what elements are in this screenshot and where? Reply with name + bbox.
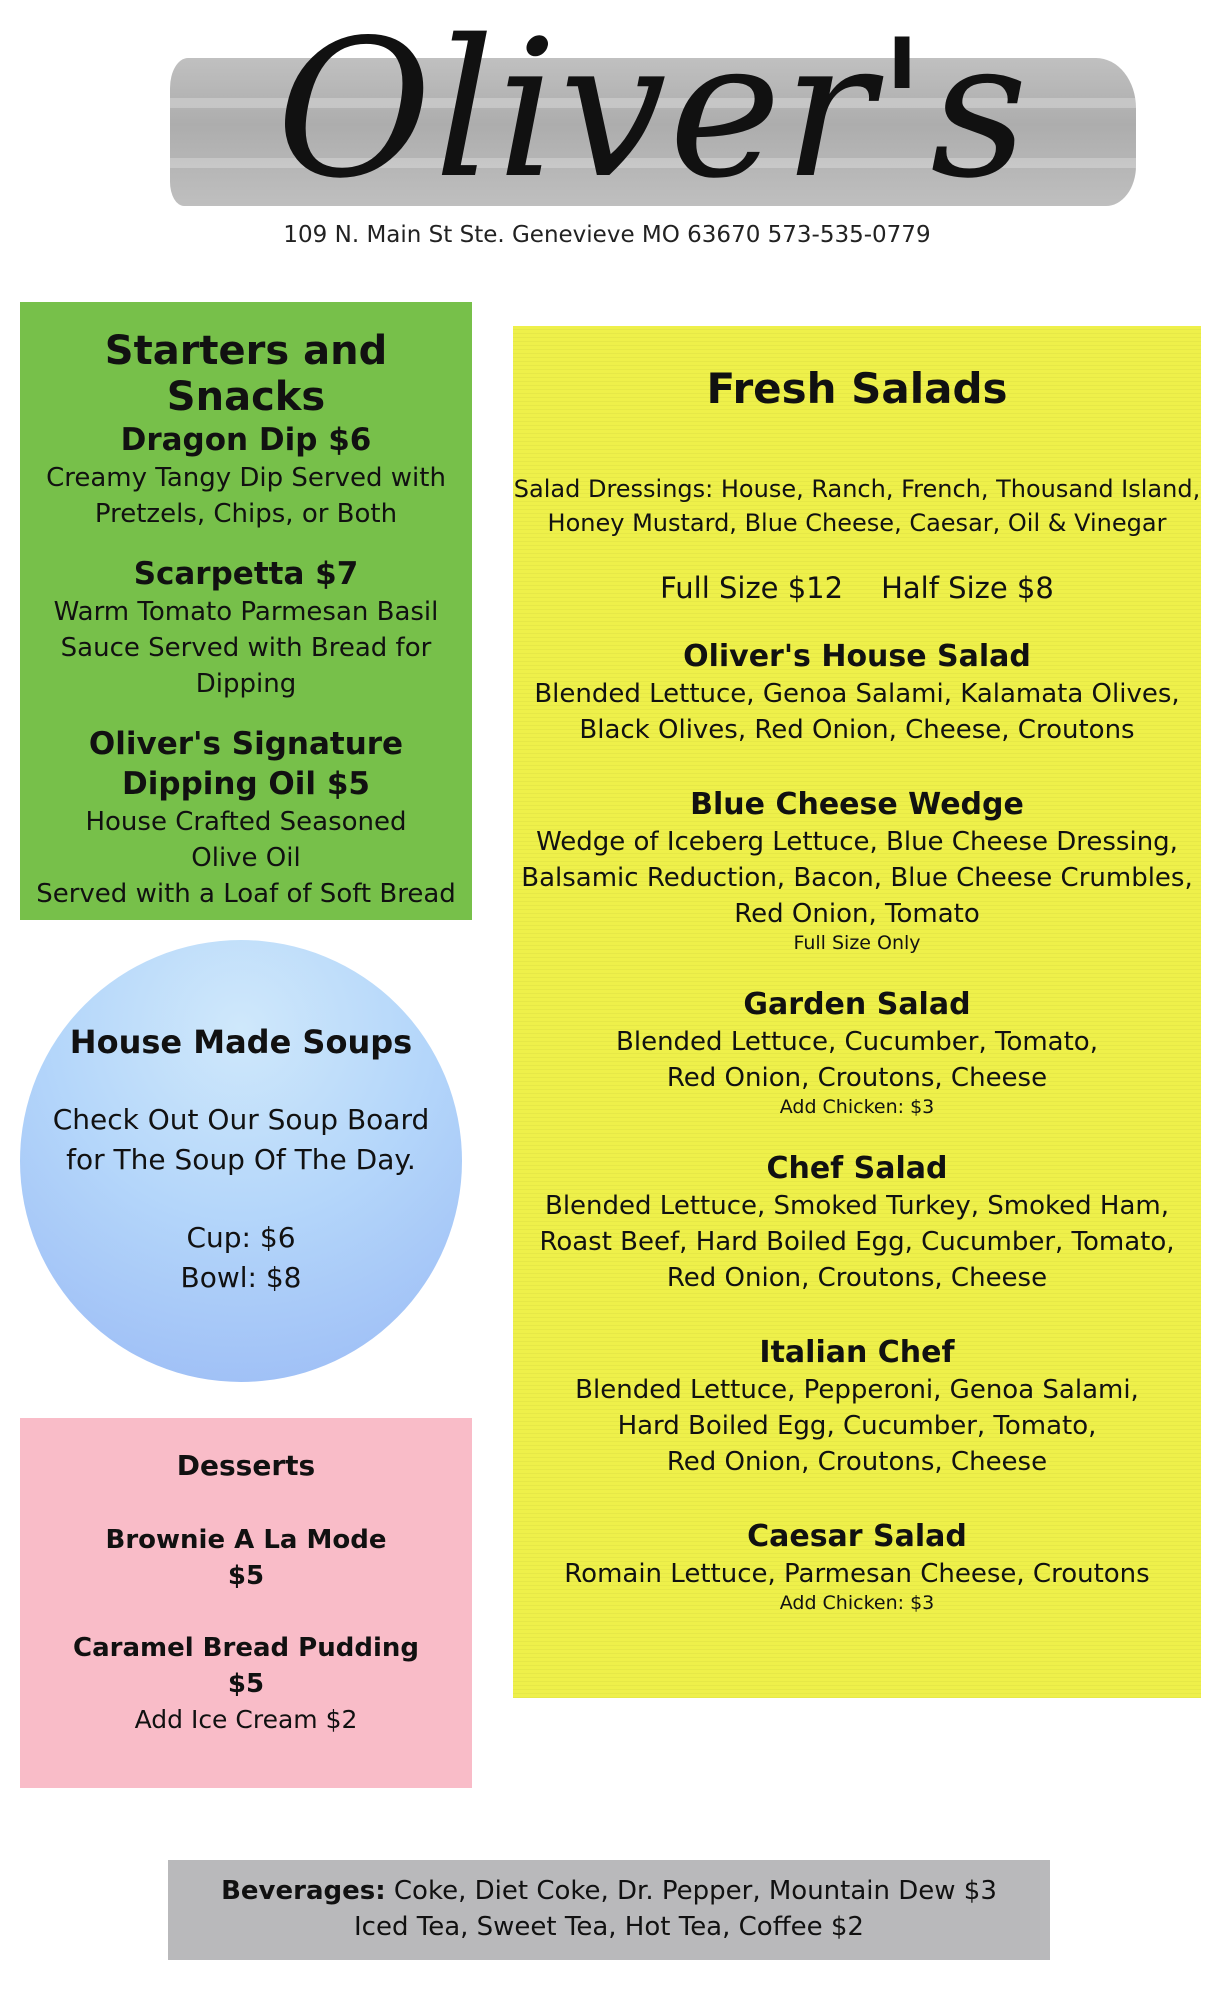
section-title: House Made Soups [69, 1023, 413, 1061]
soup-cup-price: Cup: $6 [186, 1221, 296, 1254]
desserts-section [20, 1418, 472, 1788]
menu-item-name: Italian Chef [759, 1335, 955, 1370]
section-title: Desserts [176, 1449, 316, 1482]
menu-item-desc: Balsamic Reduction, Bacon, Blue Cheese Crumbles, [521, 863, 1193, 893]
menu-item-desc: Blended Lettuce, Smoked Turkey, Smoked Ham, [545, 1191, 1169, 1221]
menu-item-name: Caramel Bread Pudding [73, 1633, 419, 1663]
menu-item-desc: Creamy Tangy Dip Served with [46, 463, 446, 493]
menu-item-desc: Wedge of Iceberg Lettuce, Blue Cheese Dressing, [536, 827, 1178, 857]
soup-bowl-price: Bowl: $8 [180, 1261, 302, 1294]
menu-item-desc: Served with a Loaf of Soft Bread [36, 879, 456, 909]
starters-section [20, 302, 472, 920]
menu-item-desc: Blended Lettuce, Genoa Salami, Kalamata Olives, [534, 679, 1180, 709]
menu-item-desc: Roast Beef, Hard Boiled Egg, Cucumber, Tomato, [539, 1227, 1175, 1257]
beverages-line-1 [168, 1873, 1050, 1909]
menu-item-note: Add Ice Cream $2 [134, 1705, 358, 1734]
menu-item-desc: Red Onion, Croutons, Cheese [666, 1063, 1048, 1093]
menu-item-name: Garden Salad [743, 987, 971, 1022]
menu-item-desc: House Crafted Seasoned [85, 807, 407, 837]
menu-item-name: Scarpetta $7 [133, 556, 359, 592]
menu-item-desc: Blended Lettuce, Pepperoni, Genoa Salami, [575, 1375, 1139, 1405]
menu-item-desc: Romain Lettuce, Parmesan Cheese, Croutons [564, 1559, 1150, 1589]
menu-item-desc: Pretzels, Chips, or Both [94, 499, 398, 529]
menu-item-desc: Black Olives, Red Onion, Cheese, Croutons [579, 715, 1135, 745]
salad-sizes [513, 568, 1201, 608]
menu-item-name: Dipping Oil $5 [122, 766, 370, 802]
salad-dressings: Honey Mustard, Blue Cheese, Caesar, Oil & Vinegar [547, 509, 1167, 537]
restaurant-address: 109 N. Main St Ste. Genevieve MO 63670 573-535-0779 [283, 222, 931, 248]
menu-item-note: Add Chicken: $3 [779, 1096, 935, 1118]
menu-item-desc: Dipping [195, 669, 297, 699]
menu-item-name: Oliver's House Salad [683, 639, 1031, 674]
menu-item-name: Dragon Dip $6 [120, 422, 372, 458]
menu-item-desc: for The Soup Of The Day. [66, 1143, 416, 1176]
beverages-label: Beverages: [221, 1876, 386, 1906]
soups-section [20, 940, 462, 1382]
section-title: Fresh Salads [706, 364, 1008, 413]
menu-item-desc: Blended Lettuce, Cucumber, Tomato, [616, 1027, 1098, 1057]
menu-item-name: Chef Salad [766, 1151, 948, 1186]
menu-item-desc: Red Onion, Tomato [734, 899, 980, 929]
menu-item-name: Brownie A La Mode [105, 1525, 387, 1555]
menu-item-price: $5 [227, 1561, 265, 1591]
section-title: Starters and Snacks [104, 328, 388, 420]
menu-item-note: Full Size Only [793, 932, 921, 954]
beverages-line-2: Iced Tea, Sweet Tea, Hot Tea, Coffee $2 [354, 1912, 864, 1942]
menu-item-desc: Red Onion, Croutons, Cheese [666, 1263, 1048, 1293]
menu-item-desc: Check Out Our Soup Board [52, 1103, 430, 1136]
menu-item-desc: Warm Tomato Parmesan Basil [53, 597, 439, 627]
menu-item-desc: Sauce Served with Bread for [60, 633, 432, 663]
full-size-price: Full Size $12 [660, 571, 844, 605]
menu-item-desc: Hard Boiled Egg, Cucumber, Tomato, [617, 1411, 1097, 1441]
menu-item-name: Oliver's Signature [88, 726, 404, 762]
beverages-section [168, 1860, 1050, 1960]
menu-item-desc: Olive Oil [191, 843, 301, 873]
menu-item-name: Blue Cheese Wedge [690, 787, 1024, 822]
menu-item-desc: Red Onion, Croutons, Cheese [666, 1447, 1048, 1477]
menu-item-price: $5 [227, 1669, 265, 1699]
menu-item-note: Add Chicken: $3 [779, 1592, 935, 1614]
beverages-list: Coke, Diet Coke, Dr. Pepper, Mountain Dew $3 [393, 1876, 997, 1906]
menu-item-name: Caesar Salad [747, 1519, 967, 1554]
salads-section [513, 326, 1201, 1698]
salad-dressings: Salad Dressings: House, Ranch, French, Thousand Island, [513, 475, 1201, 503]
half-size-price: Half Size $8 [881, 571, 1054, 605]
restaurant-logo: Oliver's [276, 0, 1030, 220]
